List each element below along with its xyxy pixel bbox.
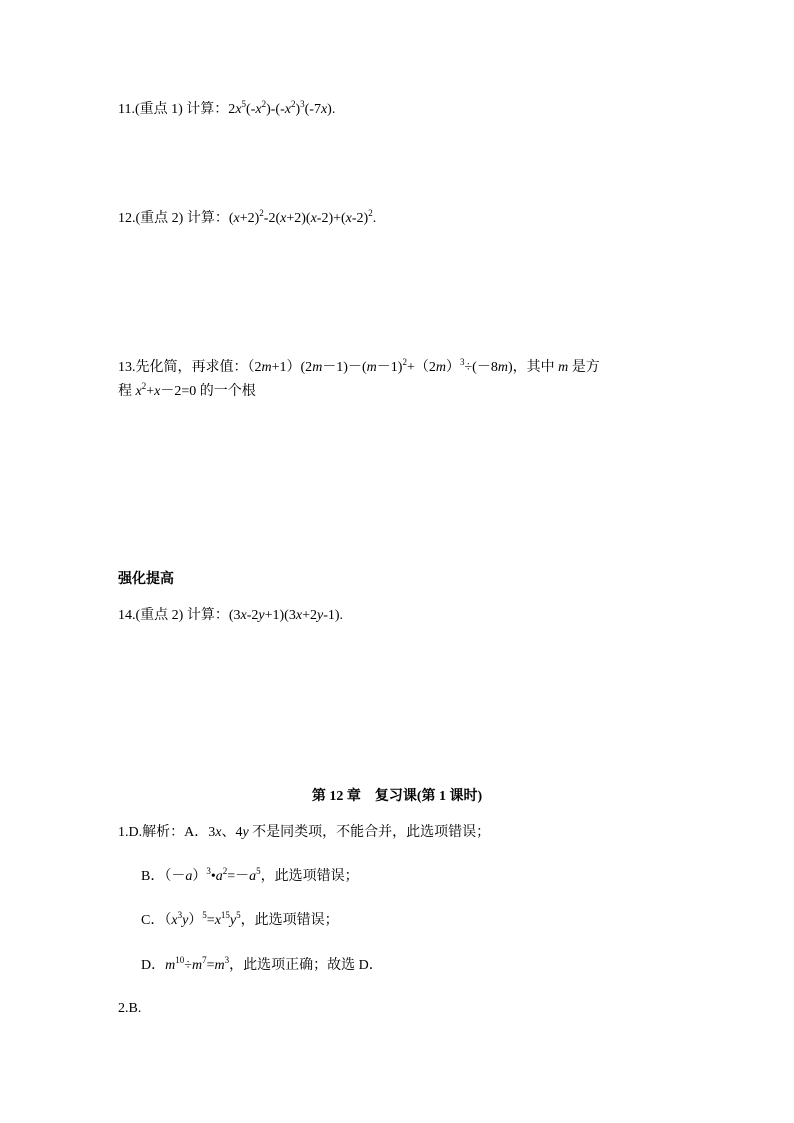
problem-13-line-1 — [118, 358, 600, 378]
exp: 5 — [202, 910, 207, 920]
text: -1). — [323, 608, 344, 623]
exp: 3 — [206, 866, 211, 876]
text: 14.(重点 2) 计算：(3 — [118, 608, 241, 623]
exp: 2 — [290, 99, 296, 109]
text: D． — [141, 958, 166, 973]
text: = — [206, 913, 215, 928]
var: m — [165, 958, 176, 973]
var: x — [171, 913, 178, 928]
var: m — [312, 360, 323, 375]
exp: 3 — [300, 99, 305, 109]
text: -2) — [351, 211, 369, 226]
var: m — [497, 360, 508, 375]
var: m — [366, 360, 377, 375]
text: ） — [188, 913, 203, 928]
text: 、4 — [221, 825, 243, 840]
exp: 5 — [236, 910, 241, 920]
text: ，此选项错误； — [240, 913, 339, 928]
var: x — [215, 825, 222, 840]
var: x — [240, 608, 247, 623]
var: y — [182, 913, 189, 928]
answer-1-option-c — [141, 911, 339, 931]
answer-1-option-d — [141, 956, 383, 976]
text: +2)( — [286, 211, 311, 226]
text: B．（－ — [141, 869, 186, 884]
var: x — [310, 211, 317, 226]
exp: 15 — [220, 910, 230, 920]
text: 1.D.解析：A．3 — [118, 825, 216, 840]
exp: 5 — [241, 99, 247, 109]
text: = — [206, 958, 215, 973]
var: y — [242, 825, 249, 840]
exp: 2 — [259, 208, 264, 218]
text: 是方 — [568, 360, 600, 375]
var: y — [316, 608, 324, 623]
exp: 3 — [224, 955, 230, 965]
exp: 5 — [256, 866, 261, 876]
text: －1) — [376, 360, 403, 375]
var: m — [435, 360, 446, 375]
text: ÷(－8 — [464, 360, 498, 375]
text: • — [210, 869, 216, 884]
text: -2 — [246, 608, 259, 623]
answers-title: 第 12 章 复习课(第 1 课时) — [311, 789, 483, 804]
var: x — [345, 211, 352, 226]
exp: 10 — [175, 955, 185, 965]
var: x — [154, 384, 161, 399]
text: +（2 — [406, 360, 436, 375]
exp: 2 — [141, 381, 147, 391]
problem-14 — [118, 606, 343, 626]
text: + — [146, 384, 155, 399]
text: . — [372, 211, 377, 226]
text: 不是同类项，不能合并，此选项错误； — [248, 825, 491, 840]
var: x — [284, 102, 291, 117]
var: m — [261, 360, 272, 375]
text: －1)－( — [322, 360, 367, 375]
var: x — [255, 102, 262, 117]
text: ) — [295, 102, 301, 117]
exp: 2 — [222, 866, 228, 876]
problem-11 — [118, 100, 335, 120]
problem-12 — [118, 209, 376, 229]
answer-1-option-b — [141, 867, 359, 887]
text: ，此选项正确；故选 D． — [229, 958, 383, 973]
text: +1)(3 — [264, 608, 296, 623]
text: (-7 — [304, 102, 321, 117]
var: x — [233, 211, 240, 226]
section-heading: 强化提高 — [118, 572, 174, 587]
var: x — [235, 102, 242, 117]
text: ÷ — [184, 958, 192, 973]
var: y — [229, 913, 237, 928]
text: )-(- — [266, 102, 285, 117]
var: x — [135, 384, 142, 399]
exp: 7 — [202, 955, 207, 965]
text: 12.(重点 2) 计算：( — [118, 211, 234, 226]
text: +2 — [302, 608, 317, 623]
exp: 2 — [261, 99, 267, 109]
var: y — [258, 608, 265, 623]
exp: 2 — [368, 208, 373, 218]
answer-2: 2.B. — [118, 1001, 142, 1016]
var: a — [249, 869, 257, 884]
text: －2=0 的一个根 — [160, 384, 256, 399]
var: m — [558, 360, 569, 375]
var: a — [215, 869, 223, 884]
text: C．（ — [141, 913, 172, 928]
text: -2)+( — [316, 211, 346, 226]
text: (- — [246, 102, 256, 117]
var: m — [191, 958, 203, 973]
text: 13.先化简，再求值：（2 — [118, 360, 262, 375]
answer-1 — [118, 823, 490, 843]
text: +1）(2 — [271, 360, 313, 375]
exp: 2 — [402, 357, 407, 367]
var: x — [280, 211, 287, 226]
text: ） — [192, 869, 207, 884]
problem-13-line-2 — [118, 382, 256, 402]
text: )，其中 — [507, 360, 559, 375]
text: ） — [445, 360, 460, 375]
var: a — [185, 869, 193, 884]
text: 程 — [118, 384, 136, 399]
var: x — [320, 102, 328, 117]
text: =－ — [227, 869, 250, 884]
var: x — [214, 913, 221, 928]
exp: 3 — [177, 910, 183, 920]
var: x — [295, 608, 303, 623]
text: +2) — [239, 211, 260, 226]
text: -2( — [263, 211, 281, 226]
text: ). — [327, 102, 336, 117]
var: m — [214, 958, 225, 973]
text: ，此选项错误； — [260, 869, 359, 884]
text: 11.(重点 1) 计算：2 — [118, 102, 236, 117]
exp: 3 — [459, 357, 465, 367]
